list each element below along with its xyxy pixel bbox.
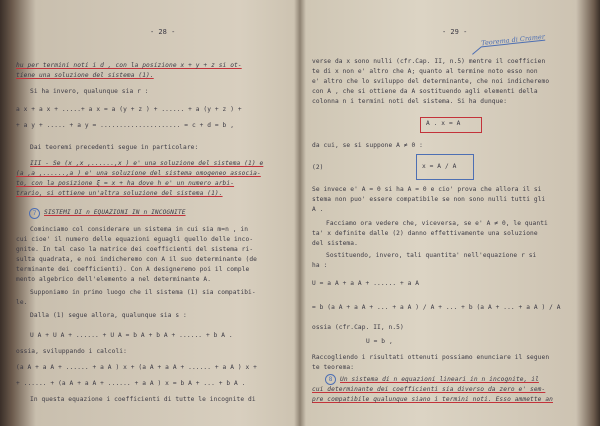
text-line: + a y + ..... + a y = ..................... = c + d = b , [16,122,235,129]
text-line: te di x non e' altro che A; quanto al termine noto esso non [312,68,538,75]
text-line: colonna n i termini noti del sistema. Si ha dunque: [312,98,508,105]
equation-number: (2) [312,164,324,171]
text-line: sulta quadrata, e noi indicheremo con A il suo determinante (de [16,256,257,263]
text-line: (a A + a A + ...... + a A ) x + (a A + a A + ...... + a A ) x + [16,364,257,371]
left-page [10,14,294,414]
text-line: stema non puo' essere compatibile se non sono nulli tutti gli [312,196,546,203]
text-line: III - Se (x ,x ,......,x ) e' una soluzione del sistema (1) e [30,160,264,167]
text-line: e' altro che lo sviluppo del determinante, che noi indicheremo [312,78,550,85]
formula: x = A / A [422,163,457,170]
text-line: con A , che si ottiene da A sostituendo agli elementi della [312,88,538,95]
text-line: le. [16,299,28,306]
section-heading: SISTEMI DI n EQUAZIONI IN n INCOGNITE [44,209,186,216]
text-line: to, con la posizione ξ = x + ha dove h e' un numero arbi- [16,180,235,187]
text-line: trario, si ottiene un'altra soluzione del sistema (1). [16,190,223,197]
section-marker: 7 [29,208,40,219]
handwritten-arrow [472,46,482,54]
text-line: = b (a A + a A + ... + a A ) / A + ... + b (a A + ... + a A ) / A [312,304,561,311]
text-line: U = a A + a A + ...... + a A [312,280,420,287]
page-number: - 28 - [150,28,176,36]
text-line: da cui, se si suppone A ≠ 0 : [312,142,423,149]
text-line: ta' x definite dalle (2) danno effettivamente una soluzione [312,230,538,237]
text-line: Si ha invero, qualunque sia r : [30,88,149,95]
right-page [306,14,592,414]
text-line: U = b , [366,338,393,345]
text-line: a x + a x + .....+ a x = a (y + z ) + ...... + a (y + z ) + [16,106,242,113]
text-line: gnite. In tal caso la matrice dei coefficienti del sistema ri- [16,246,254,253]
text-line: (a ,a ,......,a ) e' una soluzione del sistema omogeneo associa- [16,170,261,177]
theorem-line: Un sistema di n equazioni lineari in n incognite, il [340,376,539,383]
text-line: In questa equazione i coefficienti di tutte le incognite di [30,396,256,403]
theorem-line: cui determinante dei coefficienti sia diverso da zero e' sem- [312,386,546,393]
text-line: terminante dei coefficienti). Con A designeremo poi il comple [16,266,250,273]
section-marker: 8 [325,374,336,385]
text-line: Supponiamo in primo luogo che il sistema (1) sia compatibi- [30,289,256,296]
text-line: Dai teoremi precedenti segue in particolare: [30,144,199,151]
text-line: tiene una soluzione del sistema (1). [16,72,154,79]
text-line: ossia (cfr.Cap. II, n.5) [312,324,404,331]
text-line: Dalla (1) segue allora, qualunque sia s : [30,312,187,319]
text-line: Sostituendo, invero, tali quantita' nell'equazione r si [326,252,537,259]
text-line: verse da x sono nulli (cfr.Cap. II, n.5) mentre il coefficien [312,58,546,65]
text-line: Se invece e' A = 0 si ha A = 0 e cio' prova che allora il si [312,186,542,193]
text-line: ossia, sviluppando i calcoli: [16,348,127,355]
text-line: hu per termini noti i d , con la posizione x + y + z si ot- [16,62,242,69]
text-line: A . [312,206,324,213]
text-line: Facciamo ora vedere che, viceversa, se e' A ≠ 0, le quanti [326,220,548,227]
page-number: - 29 - [442,28,468,36]
text-line: mento algebrico dell'elemento a nel determinante A. [16,276,212,283]
handwritten-note: Teorema di Cramer [480,32,546,48]
formula: A . x = A [426,120,461,127]
text-line: del sistema. [312,240,358,247]
text-line: ha : [312,262,328,269]
text-line: te teorema: [312,364,355,371]
text-line: Cominciamo col considerare un sistema in cui sia m=n , in [30,226,249,233]
theorem-line: pre compatibile qualunque siano i termini noti. Esso ammette an [312,396,553,403]
text-line: cui cioe' il numero delle equazioni eguagli quello delle inco- [16,236,254,243]
text-line: + ...... + (a A + a A + ...... + a A ) x = b A + ... + b A . [16,380,246,387]
text-line: U A + U A + ...... + U A = b A + b A + ...... + b A . [30,332,233,339]
text-line: Raccogliendo i risultati ottenuti possiamo enunciare il seguen [312,354,550,361]
